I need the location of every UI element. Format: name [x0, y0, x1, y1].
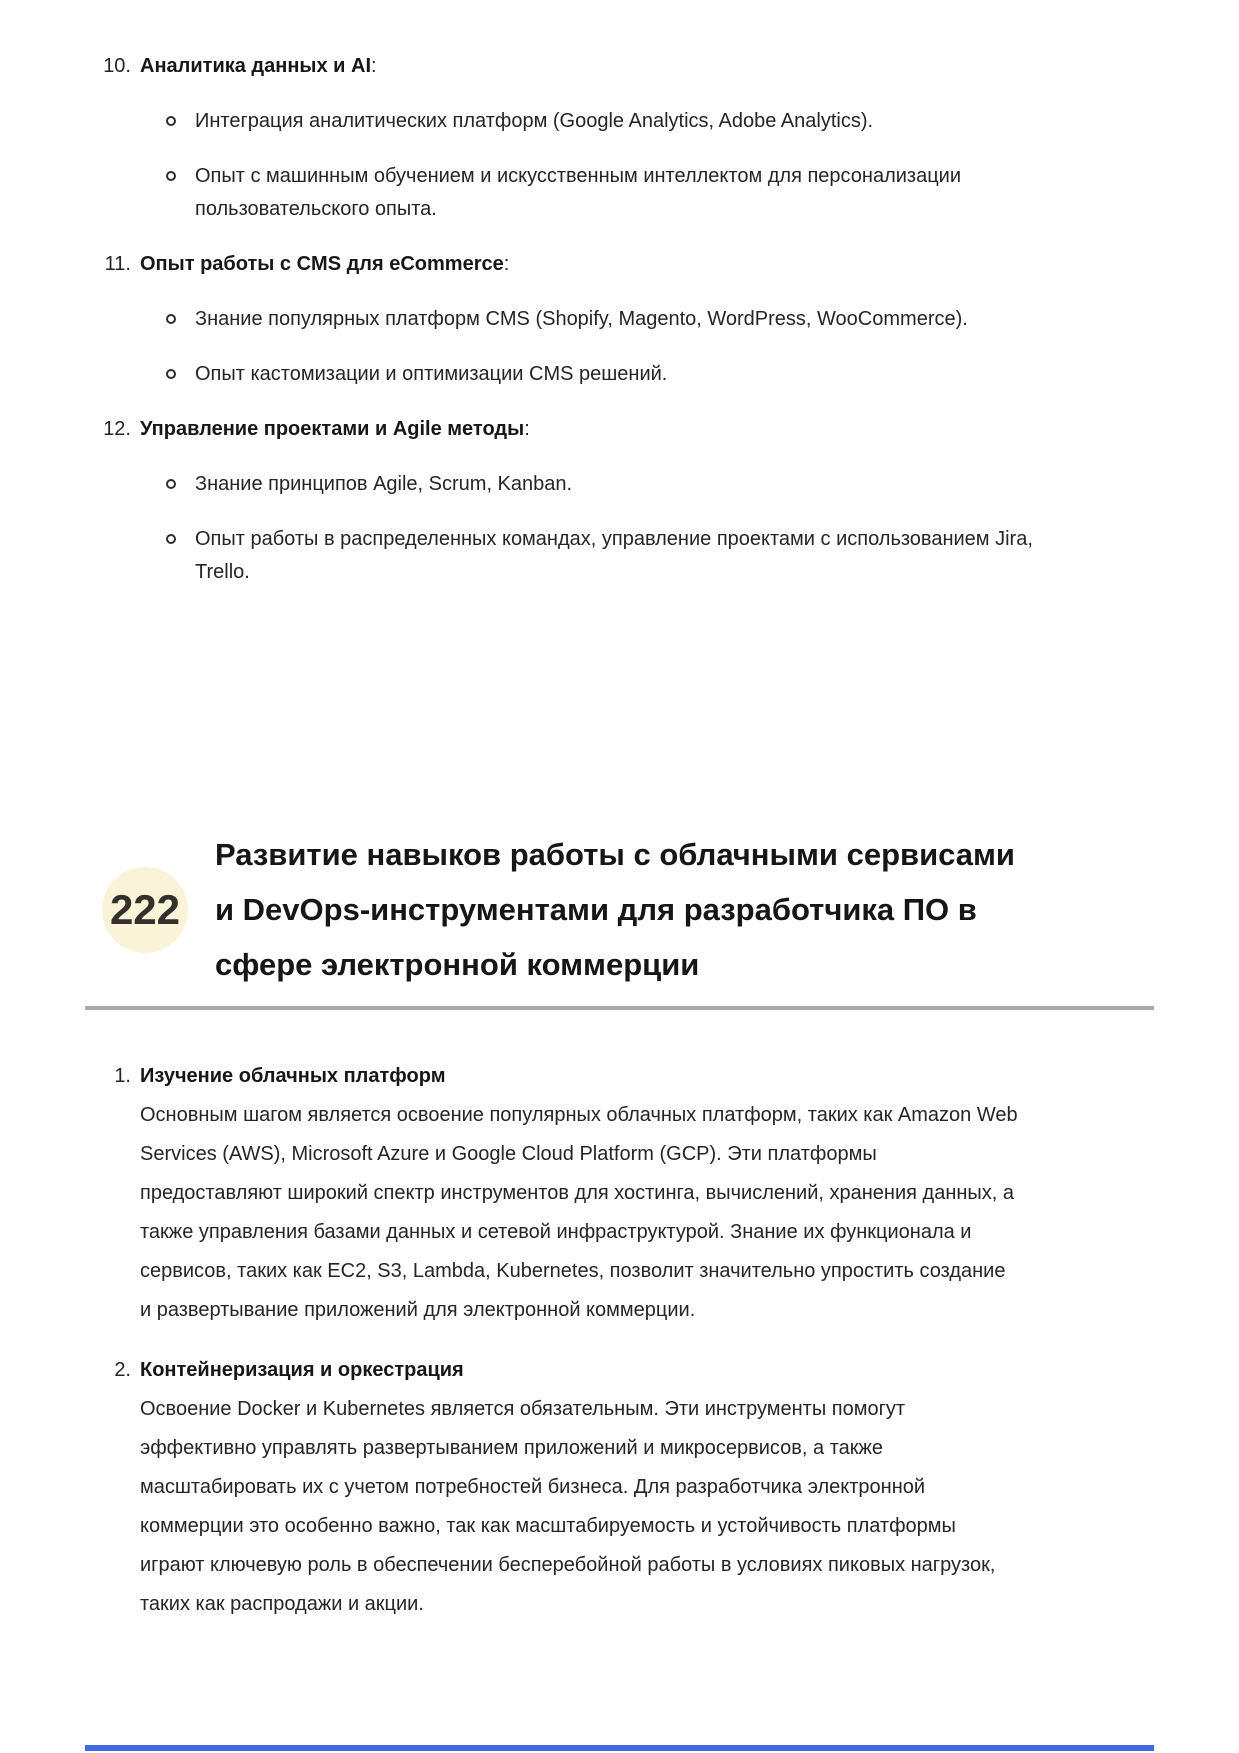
step-item: [85, 1057, 1154, 1330]
list-item-title: Аналитика данных и AI:: [140, 55, 377, 77]
bullet-item: [195, 105, 1040, 138]
list-item-number: 11.: [104, 253, 131, 275]
list-item: [85, 413, 1154, 589]
list-item-heading: [85, 413, 1154, 446]
step-item: [85, 1351, 1154, 1624]
bullet-text: Опыт с машинным обучением и искусственным интеллектом для персонализации пользовательского опыта.: [195, 165, 961, 220]
section-divider: [85, 1006, 1154, 1010]
bullet-item: [195, 303, 1040, 336]
bullet-text: Опыт кастомизации и оптимизации CMS решений.: [195, 363, 668, 385]
list-item-heading: [85, 50, 1154, 83]
bullet-text: Интеграция аналитических платформ (Google Analytics, Adobe Analytics).: [195, 110, 874, 132]
list-item: [85, 50, 1154, 226]
list-item-number: 10.: [103, 55, 131, 77]
skills-list: [85, 50, 1154, 589]
bullet-item: [195, 358, 1040, 391]
step-number: 1.: [114, 1065, 131, 1087]
step-heading: [85, 1351, 1154, 1390]
bullet-item: [195, 468, 1040, 501]
bullet-circle-icon: [166, 479, 176, 489]
bullet-text: Знание популярных платформ CMS (Shopify, Magento, WordPress, WooCommerce).: [195, 308, 968, 330]
list-item-number: 12.: [103, 418, 131, 440]
step-body: Освоение Docker и Kubernetes является обязательным. Эти инструменты помогут эффективно управлять развертыванием приложений и микросервисов, а также масштабировать их с учетом потребностей бизнеса. Для разработчика электронной коммерции это особенно важно, так как масштабируемость и устойчивость платформы играют ключевую роль в обеспечении бесперебойной работы в условиях пиковых нагрузок, таких как распродажи и акции.: [140, 1398, 996, 1615]
section-title: Развитие навыков работы с облачными сервисами и DevOps-инструментами для разработчика ПО в сфере электронной коммерции: [215, 837, 1015, 982]
bullet-text: Опыт работы в распределенных командах, управление проектами с использованием Jira, Trello.: [195, 528, 1033, 583]
bullet-circle-icon: [166, 314, 176, 324]
list-item-title: Управление проектами и Agile методы:: [140, 418, 530, 440]
step-body: Основным шагом является освоение популярных облачных платформ, таких как Amazon Web Services (AWS), Microsoft Azure и Google Cloud Platform (GCP). Эти платформы предоставляют широкий спектр инструментов для хостинга, вычислений, хранения данных, а также управления базами данных и сетевой инфраструктурой. Знание их функционала и сервисов, таких как EC2, S3, Lambda, Kubernetes, позволит значительно упростить создание и развертывание приложений для электронной коммерции.: [140, 1104, 1018, 1321]
section-header: [85, 827, 1154, 992]
list-item-heading: [85, 248, 1154, 281]
bullet-item: [195, 160, 1040, 226]
sub-bullet-list: [85, 105, 1154, 226]
sub-bullet-list: [85, 303, 1154, 391]
bullet-item: [195, 523, 1040, 589]
sub-bullet-list: [85, 468, 1154, 589]
bullet-text: Знание принципов Agile, Scrum, Kanban.: [195, 473, 573, 495]
section-number: 222: [109, 885, 181, 933]
section-number-badge: [102, 867, 188, 953]
bullet-circle-icon: [166, 534, 176, 544]
list-item-title: Опыт работы с CMS для eCommerce:: [140, 253, 510, 275]
bullet-circle-icon: [166, 116, 176, 126]
step-heading: [85, 1057, 1154, 1096]
bullet-circle-icon: [166, 369, 176, 379]
step-title: Изучение облачных платформ: [140, 1065, 446, 1087]
bottom-rule: [85, 1745, 1154, 1751]
list-item: [85, 248, 1154, 391]
step-title: Контейнеризация и оркестрация: [140, 1359, 464, 1381]
steps-list: [85, 1057, 1154, 1624]
step-number: 2.: [114, 1359, 131, 1381]
bullet-circle-icon: [166, 171, 176, 181]
